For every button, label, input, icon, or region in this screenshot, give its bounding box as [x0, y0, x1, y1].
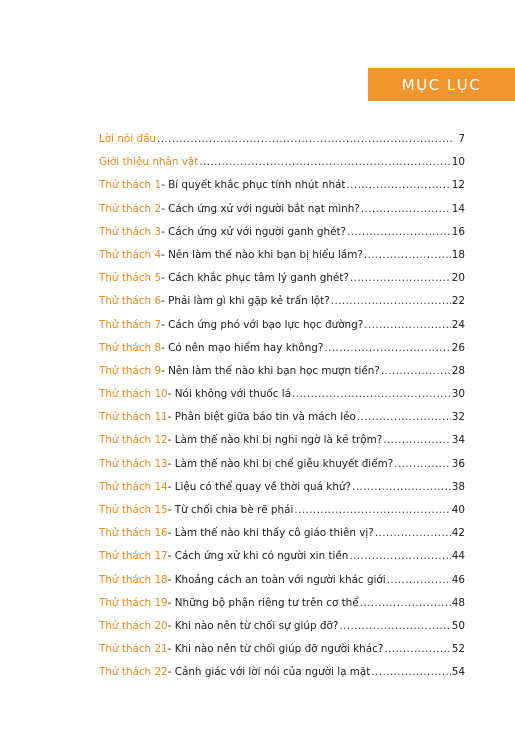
toc-entry[interactable]	[99, 156, 465, 179]
toc-entry-label: Thử thách 19	[99, 596, 168, 609]
toc-entry[interactable]	[99, 666, 465, 689]
toc-entry-label: Thử thách 9	[99, 364, 162, 377]
toc-entry[interactable]	[99, 574, 465, 597]
toc-entry[interactable]	[99, 434, 465, 457]
toc-leader-dots	[364, 249, 451, 261]
toc-page-number: 32	[451, 411, 465, 424]
toc-entry[interactable]	[99, 342, 465, 365]
toc-leader-dots	[157, 133, 452, 145]
toc-page-number: 42	[451, 527, 465, 540]
toc-header-banner	[368, 68, 515, 101]
toc-page-number: 20	[451, 272, 465, 285]
toc-entry-title: - Cách ứng xử khi có người xin tiền	[167, 550, 349, 563]
toc-page-number: 34	[451, 434, 465, 447]
toc-page-number: 12	[451, 179, 465, 192]
toc-entry-title: - Cảnh giác với lời nói của người lạ mặt	[167, 666, 371, 679]
toc-entry-title: - Làm thế nào khi bị nghi ngờ là kẻ trộm?	[167, 434, 383, 447]
toc-entry-title: - Những bộ phận riêng tư trên cơ thể	[167, 596, 359, 609]
toc-entry[interactable]	[99, 504, 465, 527]
toc-entry-label: Thử thách 5	[99, 272, 162, 285]
toc-leader-dots	[383, 434, 451, 446]
toc-entry-title: - Liệu có thể quay về thời quá khứ?	[167, 480, 352, 493]
toc-leader-dots	[352, 481, 451, 493]
toc-entry-label: Thử thách 4	[99, 248, 162, 261]
toc-entry-label: Thử thách 16	[99, 527, 168, 540]
toc-page-number: 54	[451, 666, 465, 679]
toc-entry-label: Thử thách 14	[99, 480, 168, 493]
toc-entry[interactable]	[99, 249, 465, 272]
toc-entry-label: Thử thách 1	[99, 179, 162, 192]
toc-page-number: 52	[451, 643, 465, 656]
toc-entry-label: Thử thách 7	[99, 318, 162, 331]
toc-entry-title: - Nên làm thế nào khi bạn bị hiểu lầm?	[161, 248, 363, 261]
toc-entry-title: - Từ chối chia bè rẽ phái	[167, 504, 294, 516]
toc-entry-label: Thử thách 21	[99, 643, 168, 656]
toc-page-number: 46	[451, 573, 465, 586]
toc-entry-label: Thử thách 11	[99, 411, 168, 424]
toc-entry-title: - Khi nào nên từ chối sự giúp đỡ?	[167, 619, 339, 632]
toc-page-number: 7	[458, 133, 465, 145]
toc-leader-dots	[361, 203, 451, 215]
toc-leader-dots	[294, 504, 450, 516]
toc-entry[interactable]	[99, 411, 465, 434]
toc-entry[interactable]	[99, 319, 465, 342]
toc-entry-title: - Khi nào nên từ chối giúp đỡ người khác?	[167, 643, 384, 656]
toc-page-number: 16	[451, 225, 465, 238]
toc-entry-title: - Khoảng cách an toàn với người khác giới	[167, 573, 386, 586]
toc-heading: MỤC LỤC	[401, 75, 482, 94]
toc-entry[interactable]	[99, 527, 465, 550]
toc-entry-label: Thử thách 2	[99, 202, 162, 215]
toc-entry-label: Thử thách 22	[99, 666, 168, 679]
toc-entry-title: - Làm thế nào khi thấy cô giáo thiên vị?	[167, 527, 374, 540]
toc-entry[interactable]	[99, 481, 465, 504]
toc-leader-dots	[360, 597, 451, 609]
toc-entry-label: Thử thách 12	[99, 434, 168, 447]
toc-page-number: 28	[451, 364, 465, 377]
toc-leader-dots	[349, 550, 450, 562]
toc-entry-title: - Nên làm thế nào khi bạn học mượn tiền?	[161, 364, 380, 377]
toc-entry[interactable]	[99, 203, 465, 226]
toc-page-number: 30	[451, 388, 465, 401]
toc-entry-title: - Nói không với thuốc lá	[167, 388, 292, 401]
toc-page-number: 10	[451, 156, 465, 169]
toc-entry-label: Thử thách 15	[99, 504, 168, 516]
toc-leader-dots	[324, 342, 450, 354]
toc-entry[interactable]	[99, 620, 465, 643]
toc-page-number: 40	[451, 504, 465, 516]
toc-entry[interactable]	[99, 179, 465, 202]
toc-page-number: 50	[451, 619, 465, 632]
toc-entry-title: - Cách khắc phục tâm lý ganh ghét?	[161, 272, 349, 285]
toc-leader-dots	[350, 272, 451, 284]
toc-page-number: 38	[451, 480, 465, 493]
toc-entry-label: Thử thách 20	[99, 619, 168, 632]
toc-page-number: 22	[451, 295, 465, 308]
toc-entry[interactable]	[99, 597, 465, 620]
toc-leader-dots	[381, 365, 451, 377]
toc-entry[interactable]	[99, 295, 465, 318]
toc-entry-title: - Bí quyết khắc phục tính nhút nhát	[161, 179, 346, 192]
toc-leader-dots	[346, 179, 450, 191]
toc-entry[interactable]	[99, 133, 465, 156]
toc-entry-label: Thử thách 13	[99, 457, 168, 470]
toc-entry-title: - Cách ứng xử với người bắt nạt mình?	[161, 202, 360, 215]
toc-entry[interactable]	[99, 550, 465, 573]
toc-leader-dots	[292, 388, 451, 400]
toc-leader-dots	[339, 620, 450, 632]
toc-entry-title: - Phân biệt giữa báo tin và mách lẻo	[167, 411, 356, 424]
toc-entry-title: - Phải làm gì khi gặp kẻ trấn lột?	[161, 295, 330, 308]
toc-leader-dots	[331, 295, 451, 307]
toc-entry-label: Thử thách 3	[99, 225, 162, 238]
toc-leader-dots	[384, 643, 450, 655]
toc-entry-title: - Làm thế nào khi bị chế giễu khuyết điểm?	[167, 457, 394, 470]
toc-entry[interactable]	[99, 272, 465, 295]
toc-page-number: 24	[451, 318, 465, 331]
toc-leader-dots	[347, 226, 451, 238]
toc-entry-label: Thử thách 10	[99, 388, 168, 401]
toc-entry-label: Thử thách 6	[99, 295, 162, 308]
toc-leader-dots	[357, 411, 451, 423]
toc-entry[interactable]	[99, 458, 465, 481]
toc-page-number: 18	[451, 248, 465, 261]
toc-entry-title: - Cách ứng phó với bạo lực học đường?	[161, 318, 364, 331]
toc-entry-label: Thử thách 18	[99, 573, 168, 586]
toc-leader-dots	[387, 574, 451, 586]
toc-entry[interactable]	[99, 365, 465, 388]
toc-entry[interactable]	[99, 388, 465, 411]
toc-entry-label: Thử thách 17	[99, 550, 168, 563]
toc-entry-title: - Cách ứng xử với người ganh ghét?	[161, 225, 347, 238]
toc-entry-label: Lời nói đầu	[99, 133, 157, 145]
toc-entry-label: Thử thách 8	[99, 341, 162, 354]
toc-page-number: 14	[451, 202, 465, 215]
toc-entry-label: Giới thiệu nhân vật	[99, 156, 199, 169]
toc-page-number: 44	[451, 550, 465, 563]
toc-leader-dots	[375, 527, 451, 539]
toc-page-number: 26	[451, 341, 465, 354]
toc-leader-dots	[199, 156, 450, 168]
toc-entry-title: - Có nên mạo hiểm hay không?	[161, 341, 324, 354]
toc-leader-dots	[371, 666, 450, 678]
table-of-contents	[99, 133, 465, 690]
toc-entry[interactable]	[99, 226, 465, 249]
toc-page-number: 36	[451, 457, 465, 470]
toc-entry[interactable]	[99, 643, 465, 666]
toc-leader-dots	[364, 319, 451, 331]
toc-leader-dots	[394, 458, 451, 470]
toc-page-number: 48	[451, 596, 465, 609]
